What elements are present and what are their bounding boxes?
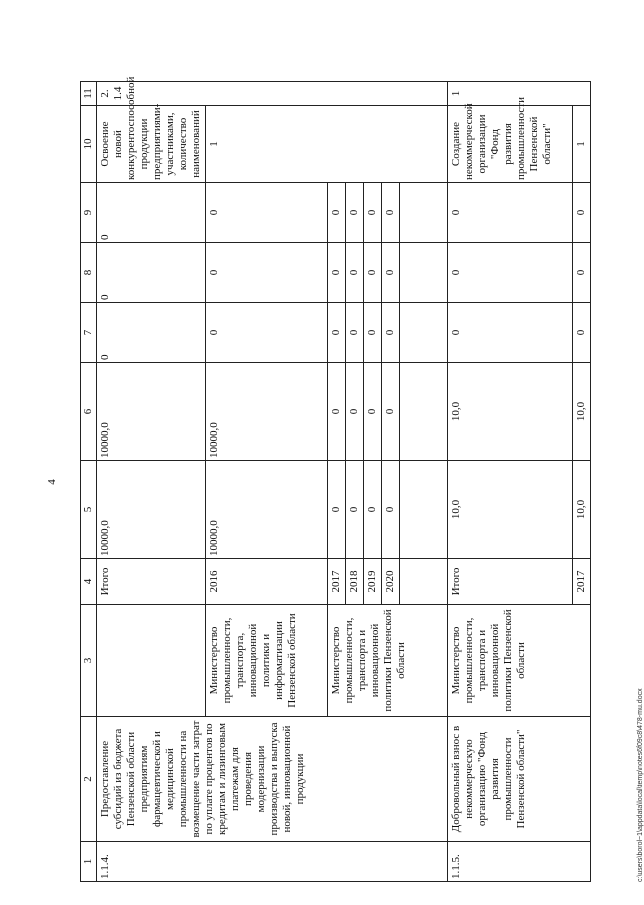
value-cell: 0 [364,303,382,363]
value-cell: 10,0 [573,363,591,461]
value-cell: 0 [364,243,382,303]
value-cell: 10000,0 [206,461,328,559]
table-row [448,82,573,882]
indicator-cell: Освоение новой конкурентоспособной продукции предприятиями-участниками, количество наименований [97,106,206,183]
executor-cell: Министерство промышленности, транспорта и инновационной политики Пензенской области [448,605,591,717]
value-cell: 0 [573,303,591,363]
value-cell: 0 [382,243,400,303]
header-cell: 4 [81,559,97,605]
indicator-cell: Создание некоммерческой организации "Фонд развития промышленности Пензенской области" [448,106,573,183]
value-cell: 0 [328,243,346,303]
value-cell: 10000,0 [206,363,328,461]
executor-cell: Министерство промышленности, транспорта, инновационной политики и информатизации Пензенской области [206,605,328,717]
indicator-value: 1 [573,106,591,183]
measure-name: Предоставление субсидий из бюджета Пензенской области предприятиям фармацевтической и медицинской промышленности на возмещение части затрат по уплате процентов по кредитам и лизинговым платежам для проведения модернизации производства и выпуска новой, инновационной продукции [97,717,448,842]
value-cell [400,461,448,559]
value-cell [400,183,448,243]
header-cell: 1 [81,842,97,882]
rotated-landscape-content [46,76,644,882]
file-path: c:\users\borol~1\appdata\local\temp\notes6f09c8\478-mu.docx [637,688,644,882]
value-cell: 0 [97,303,206,363]
value-cell: 0 [206,243,328,303]
executor-cell [97,605,206,717]
indicator-value: 1 [206,106,448,183]
year-cell: 2017 [573,559,591,605]
row-number: 1.1.5. [448,842,591,882]
value-cell: 0 [364,461,382,559]
program-table [80,76,591,882]
value-cell: 0 [448,303,573,363]
value-cell: 0 [382,183,400,243]
value-cell: 0 [448,243,573,303]
value-cell: 0 [97,243,206,303]
header-cell: 3 [81,605,97,717]
header-cell: 6 [81,363,97,461]
value-cell [400,303,448,363]
value-cell: 0 [346,243,364,303]
value-cell: 10,0 [573,461,591,559]
code-cell: 1 [448,82,591,106]
header-cell: 10 [81,106,97,183]
value-cell: 10000,0 [97,363,206,461]
header-cell: 8 [81,243,97,303]
header-cell: 7 [81,303,97,363]
value-cell: 0 [573,243,591,303]
value-cell: 0 [573,183,591,243]
value-cell: 0 [382,303,400,363]
value-cell: 0 [97,183,206,243]
year-cell: 2019 [364,559,382,605]
value-cell: 0 [346,363,364,461]
value-cell: 0 [382,363,400,461]
value-cell: 0 [346,303,364,363]
year-cell: 2020 [382,559,400,605]
value-cell: 0 [206,303,328,363]
value-cell: 0 [206,183,328,243]
year-cell: 2017 [328,559,346,605]
value-cell: 10,0 [448,363,573,461]
measure-name: Добровольный взнос в некоммерческую организацию "Фонд развития промышленности Пензенской области" [448,717,591,842]
executor-cell: Министерство промышленности, транспорта и инновационной политики Пензенской области [328,605,448,717]
year-cell: Итого [448,559,573,605]
header-cell: 11 [81,82,97,106]
table-row [97,82,206,882]
header-cell: 9 [81,183,97,243]
value-cell [400,243,448,303]
value-cell: 0 [328,363,346,461]
year-cell: Итого [97,559,206,605]
header-row [81,82,97,882]
header-cell: 5 [81,461,97,559]
value-cell: 10,0 [448,461,573,559]
value-cell: 10000,0 [97,461,206,559]
value-cell: 0 [346,183,364,243]
value-cell [400,363,448,461]
year-cell [400,559,448,605]
value-cell: 0 [364,183,382,243]
value-cell: 0 [328,183,346,243]
value-cell: 0 [448,183,573,243]
page-number: 4 [46,479,58,485]
value-cell: 0 [364,363,382,461]
value-cell: 0 [382,461,400,559]
value-cell: 0 [328,303,346,363]
code-cell: 2. 1.4 [97,82,448,106]
value-cell: 0 [346,461,364,559]
value-cell: 0 [328,461,346,559]
header-cell: 2 [81,717,97,842]
year-cell: 2018 [346,559,364,605]
row-number: 1.1.4. [97,842,448,882]
year-cell: 2016 [206,559,328,605]
